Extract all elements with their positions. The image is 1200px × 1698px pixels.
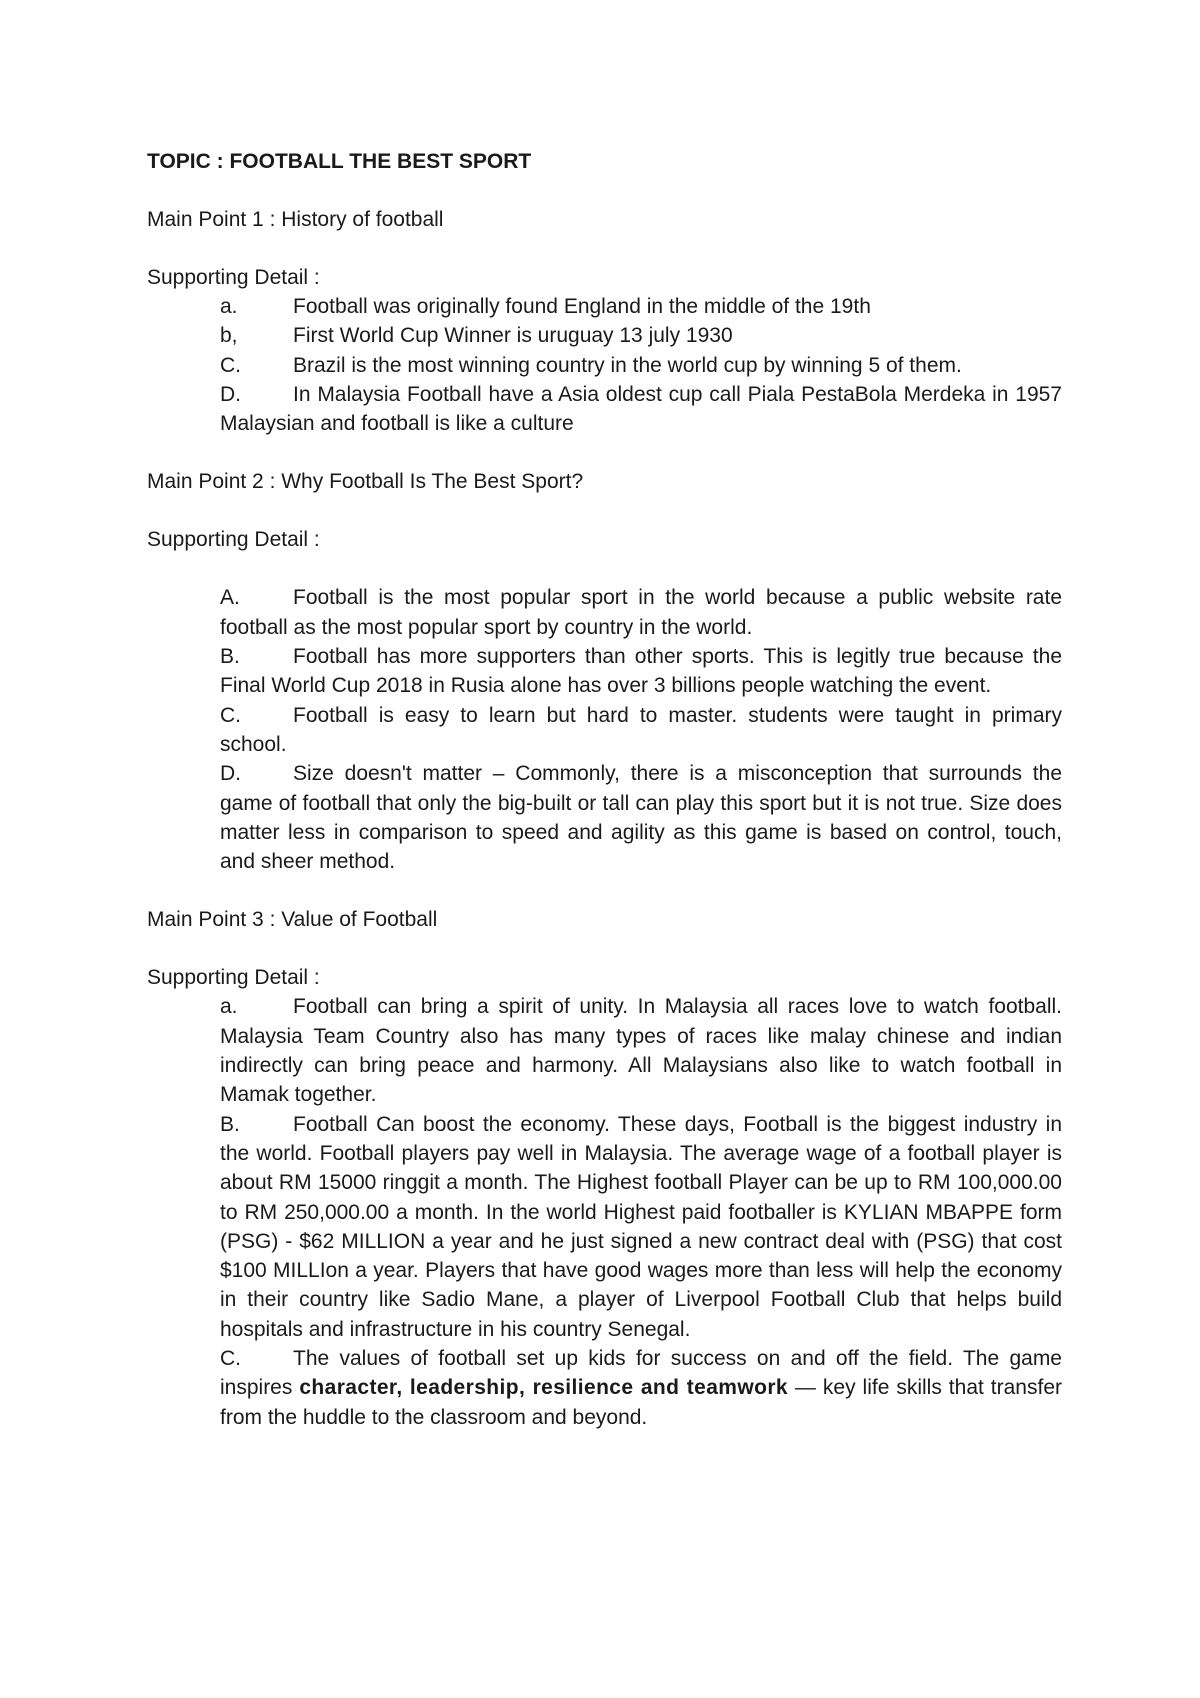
list-item-text: In Malaysia Football have a Asia oldest cup call Piala PestaBola Merdeka in 1957 Malaysian and football is like a culture [220,382,1062,436]
list-marker: B. [220,1112,240,1136]
supporting-list-2 [147,583,1062,876]
list-marker: D. [220,762,241,786]
list-marker: a. [220,295,238,318]
main-point-2: Main Point 2 : Why Football Is The Best Sport? [147,470,584,494]
list-item-text: Brazil is the most winning country in the world cup by winning 5 of them. [293,353,962,377]
list-marker: b, [220,324,238,348]
supporting-list-3 [147,992,1062,1431]
list-item [220,642,1062,701]
list-item-text: Size doesn't matter – Commonly, there is a misconception that surrounds the game of football that only the big-built or tall can play this sport but it is not true. Size does matter less in comparison to speed and agility as this game is based on control, touch, and sheer method. [220,762,1062,874]
list-item-text: Football can bring a spirit of unity. In Malaysia all races love to watch football. Malaysia Team Country also has many types of races like malay chinese and indian indirectly can bring peace and harmony. All Malaysians also like to watch football in Mamak together. [220,995,1062,1107]
list-item-text: Football has more supporters than other sports. This is legitly true because the Final World Cup 2018 in Rusia alone has over 3 billions people watching the event. [220,645,1062,698]
supporting-detail-label-2: Supporting Detail : [147,528,320,552]
topic-title: TOPIC : FOOTBALL THE BEST SPORT [147,150,532,173]
supporting-list-1 [147,292,1062,438]
list-item-text-bold: character, leadership, resilience and teamwork [299,1376,788,1400]
supporting-detail-label-3: Supporting Detail : [147,966,320,990]
document-page [147,147,1062,1432]
list-marker: A. [220,586,240,610]
list-marker: B. [220,645,240,669]
list-item [220,583,1062,642]
list-item [220,701,1062,760]
list-item-text-before: The values of football set up kids for success on and off the field. The game inspires [220,1347,1062,1400]
list-item [220,321,1062,350]
list-marker: a. [220,995,238,1019]
list-item [220,380,1062,439]
list-item-text: Football Can boost the economy. These days, Football is the biggest industry in the world. Football players pay well in Malaysia. The average wage of a football player is about RM 15000 ringgit a month. The Highest football Player can be up to RM 100,000.00 to RM 250,000.00 a month. In the world Highest paid footballer is KYLIAN MBAPPE form (PSG) - $62 MILLION a year and he just signed a new contract deal with (PSG) that cost $100 MILLIon a year. Players that have good wages more than less will help the economy in their country like Sadio Mane, a player of Liverpool Football Club that helps build hospitals and infrastructure in his country Senegal. [220,1112,1062,1341]
list-item [220,292,1062,321]
list-item-text-after: — key life skills that transfer from the huddle to the classroom and beyond. [220,1376,1062,1429]
list-item [220,1110,1062,1344]
list-marker: D. [220,382,241,406]
list-marker: C. [220,353,241,377]
list-item-text: Football is the most popular sport in the world because a public website rate football as the most popular sport by country in the world. [220,586,1062,639]
list-item [220,351,1062,380]
list-item [220,992,1062,1109]
list-item [220,1344,1062,1432]
list-item-text: Football was originally found England in the middle of the 19th [293,295,871,318]
supporting-detail-label-1: Supporting Detail : [147,266,320,289]
main-point-1: Main Point 1 : History of football [147,208,444,231]
list-item [220,759,1062,876]
list-item-text: Football is easy to learn but hard to master. students were taught in primary school. [220,703,1062,756]
list-item-text: First World Cup Winner is uruguay 13 july 1930 [293,324,733,348]
list-marker: C. [220,703,241,727]
list-marker: C. [220,1347,241,1371]
main-point-3: Main Point 3 : Value of Football [147,908,438,932]
